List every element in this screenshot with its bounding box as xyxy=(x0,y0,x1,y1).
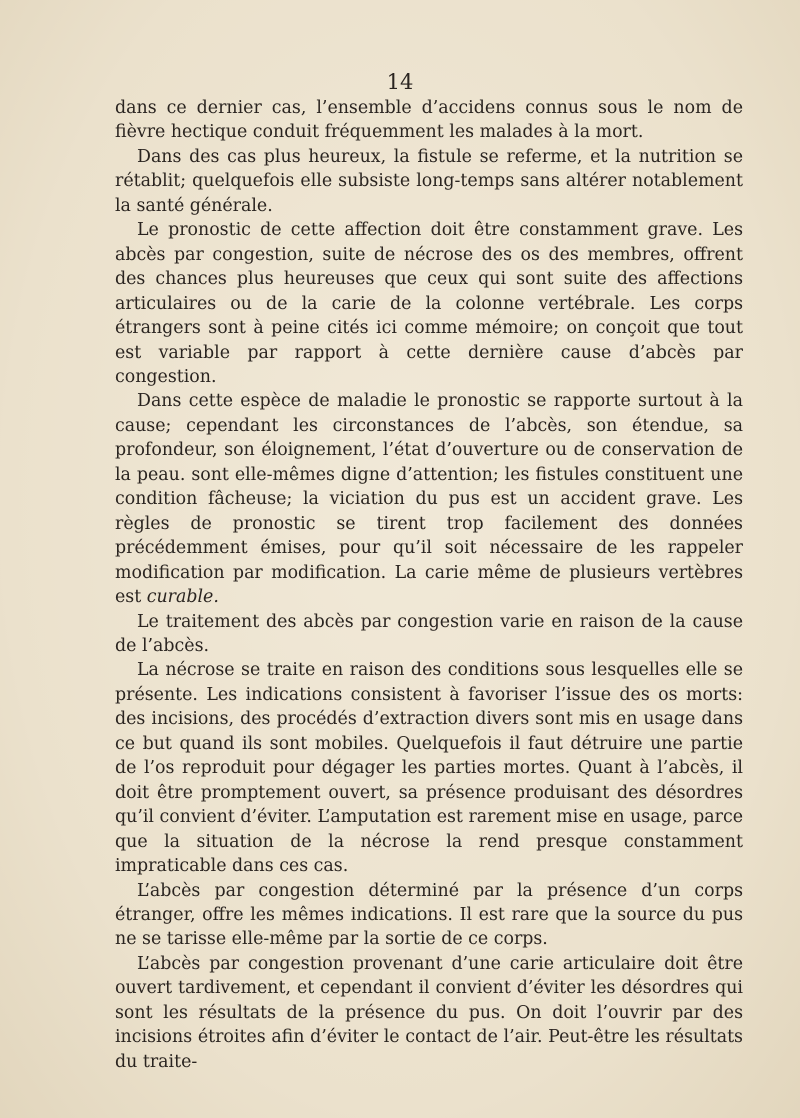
paragraph xyxy=(115,389,743,609)
paragraph: Dans des cas plus heureux, la fistule se referme, et la nutrition se rétablit; quelquefois elle subsiste long-temps sans altérer notablement la santé générale. xyxy=(115,146,743,216)
body-text xyxy=(115,96,743,1074)
paragraph: L’abcès par congestion provenant d’une carie articulaire doit être ouvert tardivement, et cependant il convient d’éviter les désordres qui sont les résultats de la présence du pus. On doit l’ouvrir par des incisions étroites afin d’éviter le contact de l’air. Peut-être les résultats du traite- xyxy=(115,953,743,1072)
paragraph-text: Dans cette espèce de maladie le pronostic se rapporte surtout à la cause; cependant les circonstances de l’abcès, son étendue, sa profondeur, son éloignement, l’état d’ouverture ou de conservation de la peau. sont elle-mêmes digne d’attention; les fistules constituent une condition fâcheuse; la viciation du pus est un accident grave. Les règles de pronostic se tirent trop facilement des données précédemment émises, pour qu’il soit nécessaire de les rappeler modification par modification. La carie même de plusieurs vertèbres est xyxy=(115,391,743,608)
paragraph: Le pronostic de cette affection doit être constamment grave. Les abcès par congestion, suite de nécrose des os des membres, offrent des chances plus heureuses que ceux qui sont suite des affections articulaires ou de la carie de la colonne vertébrale. Les corps étrangers sont à peine cités ici comme mémoire; on conçoit que tout est variable par rapport à cette dernière cause d’abcès par congestion. xyxy=(115,220,743,387)
paragraph: Le traitement des abcès par congestion varie en raison de la cause de l’abcès. xyxy=(115,611,743,656)
paragraph: La nécrose se traite en raison des conditions sous lesquelles elle se présente. Les indications consistent à favoriser l’issue des os morts: des incisions, des procédés d’extraction divers sont mis en usage dans ce but quand ils sont mobiles. Quelquefois il faut détruire une partie de l’os reproduit pour dégager les parties mortes. Quant à l’abcès, il doit être promptement ouvert, sa présence produisant des désordres qu’il convient d’éviter. L’amputation est rarement mise en usage, parce que la situation de la nécrose la rend presque constamment impraticable dans ces cas. xyxy=(115,660,743,877)
paragraph: L’abcès par congestion déterminé par la présence d’un corps étranger, offre les mêmes indications. Il est rare que la source du pus ne se tarisse elle-même par la sortie de ce corps. xyxy=(115,880,743,950)
page-number: 14 xyxy=(386,70,414,94)
italic-word: curable. xyxy=(146,587,219,608)
paragraph: dans ce dernier cas, l’ensemble d’accidens connus sous le nom de fièvre hectique conduit fréquemment les malades à la mort. xyxy=(115,98,743,143)
